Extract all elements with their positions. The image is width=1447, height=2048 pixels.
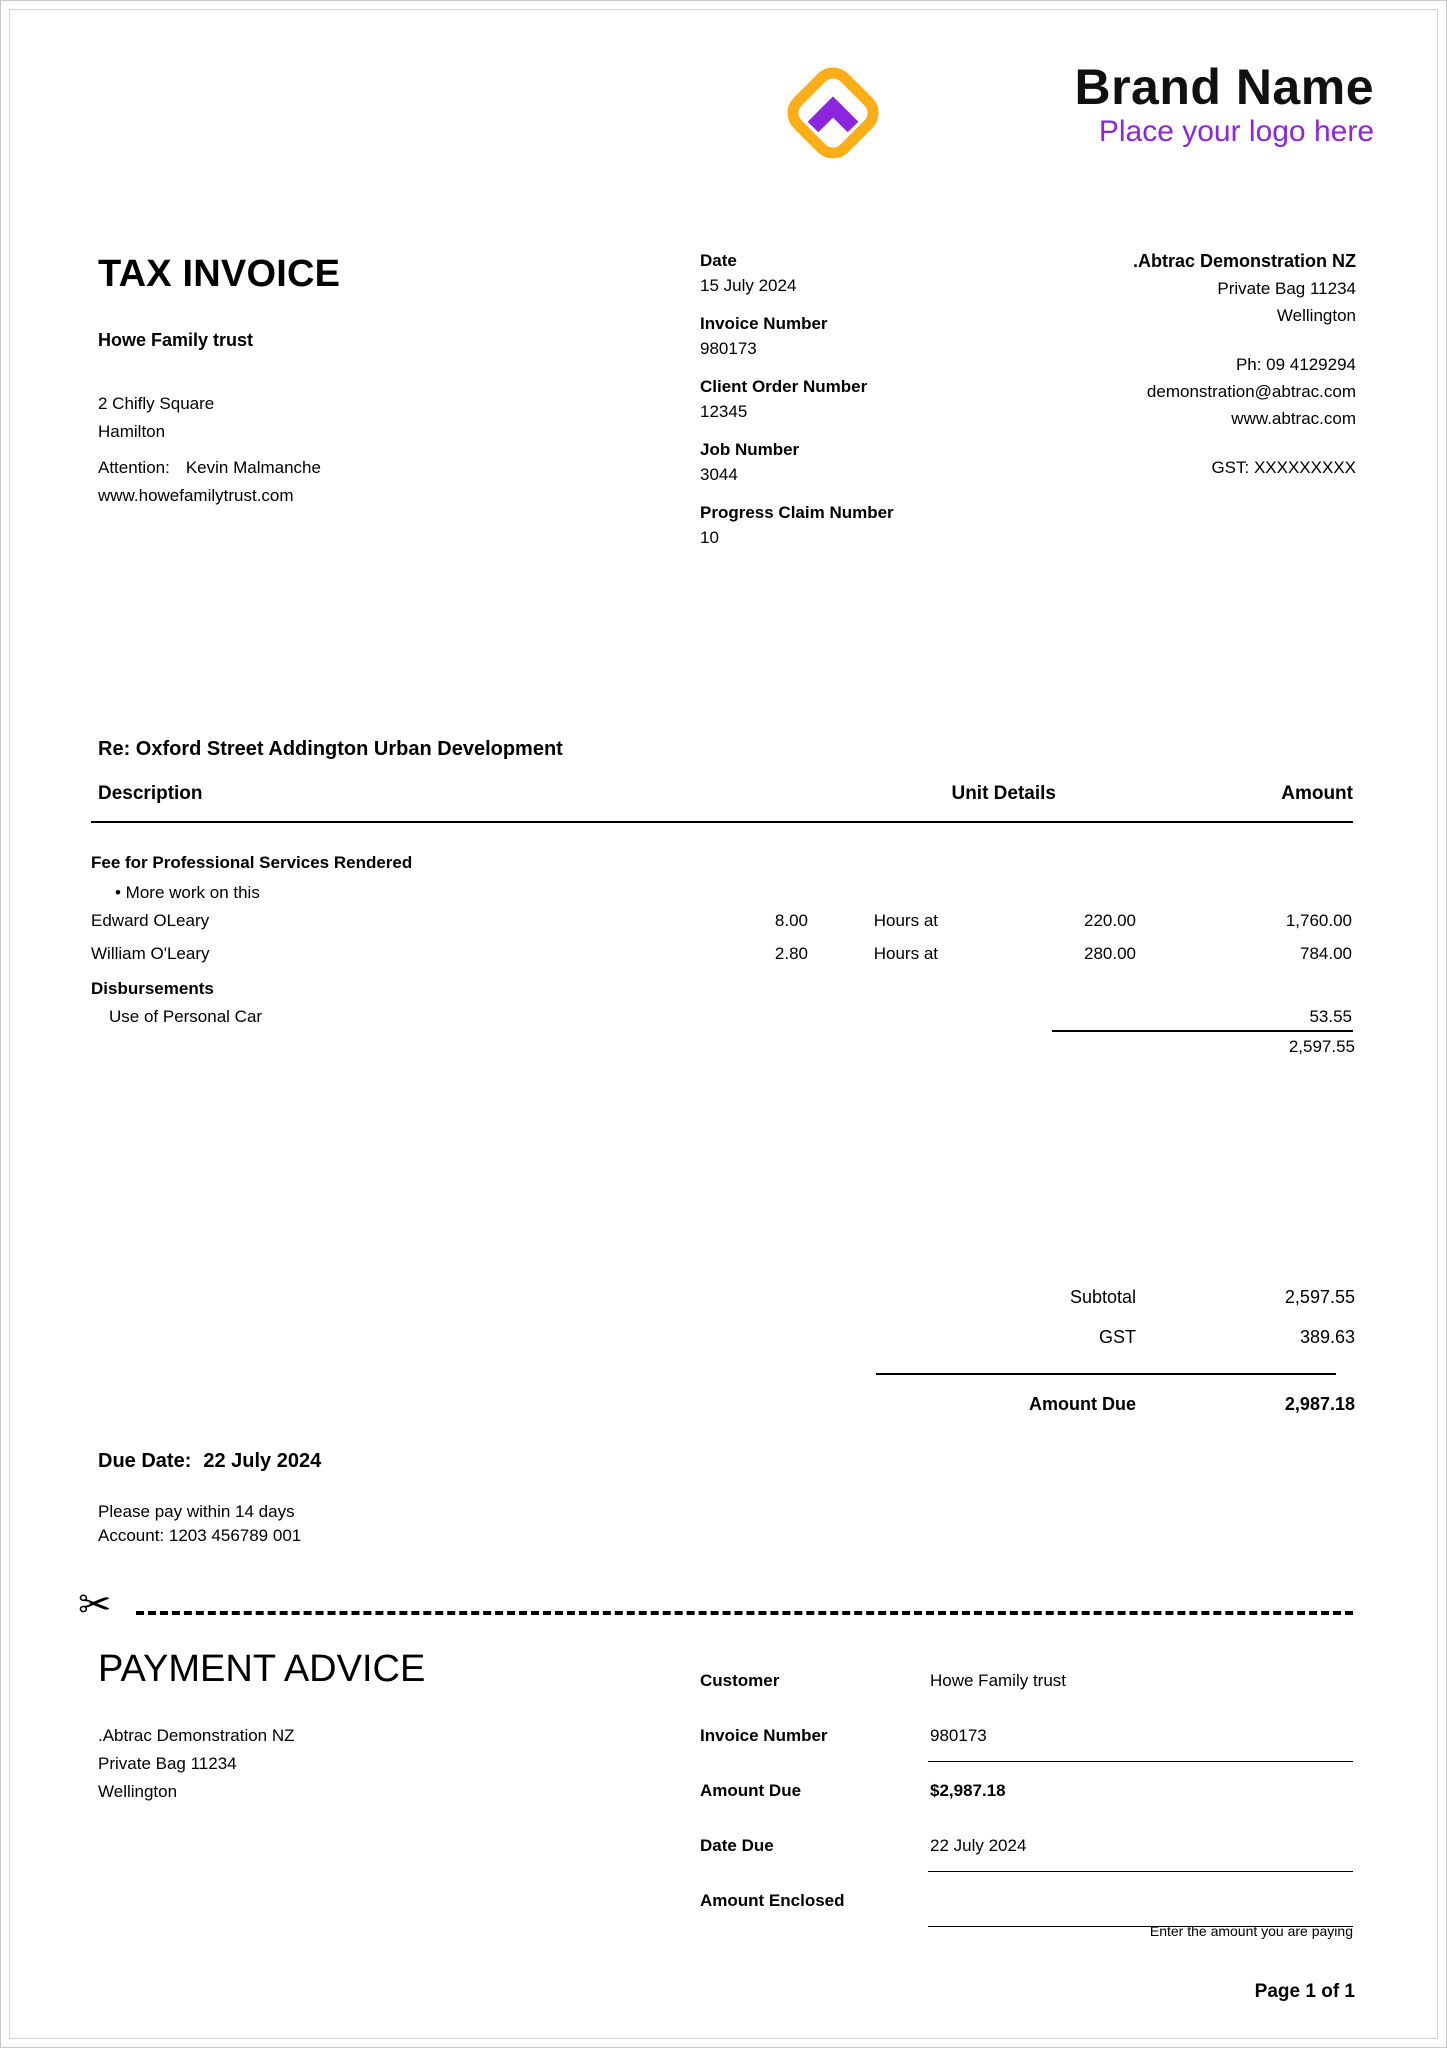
advice-field-invoice-number: [700, 1718, 1353, 1773]
due-date-label: Due Date:: [98, 1450, 192, 1472]
due-date: [98, 1450, 321, 1473]
payment-terms-line1: Please pay within 14 days: [98, 1502, 295, 1521]
cut-line: [78, 1583, 1353, 1633]
meta-value: 10: [700, 528, 719, 547]
spacer: [936, 329, 1356, 351]
project-reference: Re: Oxford Street Addington Urban Development: [98, 738, 563, 760]
page-number: Page 1 of 1: [1254, 1981, 1355, 2002]
amount-due-label: Amount Due: [1029, 1394, 1136, 1414]
column-header-description: Description: [98, 783, 203, 804]
spacer: [98, 446, 321, 454]
company-email: demonstration@abtrac.com: [1146, 382, 1356, 401]
item-unit: Hours at: [873, 911, 938, 930]
meta-label: Date: [700, 251, 737, 270]
totals-block: [876, 1287, 1356, 1414]
company-phone: Ph: 09 4129294: [1235, 355, 1356, 374]
advice-field-customer: [700, 1663, 1353, 1718]
line-items-body: [91, 848, 1353, 1035]
invoice-sheet: [9, 9, 1438, 2039]
remit-address-line2: Wellington: [98, 1782, 178, 1801]
spacer: [936, 432, 1356, 454]
brand-tagline: Place your logo here: [1098, 115, 1374, 148]
item-amount: 1,760.00: [1285, 911, 1352, 930]
column-header-unit-details: Unit Details: [951, 783, 1056, 804]
meta-value: 980173: [700, 339, 757, 358]
scissors-icon: ✂: [78, 1583, 112, 1627]
brand-logo: [780, 58, 1375, 168]
company-website: www.abtrac.com: [1231, 409, 1356, 428]
subtotal-label: Subtotal: [1069, 1287, 1136, 1307]
gst-label: GST: [1098, 1327, 1136, 1347]
field-underline: [928, 1871, 1353, 1872]
client-address-line1: 2 Chifly Square: [98, 394, 215, 413]
remit-company-name: .Abtrac Demonstration NZ: [98, 1726, 295, 1745]
item-description: William O'Leary: [91, 944, 210, 963]
advice-field-label: Customer: [700, 1671, 780, 1690]
page-title: TAX INVOICE: [98, 253, 341, 295]
company-address-line1: Private Bag 11234: [1217, 279, 1356, 298]
meta-label: Job Number: [700, 440, 800, 459]
meta-label: Progress Claim Number: [700, 503, 894, 522]
item-amount: 784.00: [1300, 944, 1352, 963]
company-gst-number: GST: XXXXXXXXX: [1211, 458, 1356, 477]
subtotal-value: 2,597.55: [1284, 1287, 1355, 1307]
payment-terms-line2: Account: 1203 456789 001: [98, 1526, 302, 1545]
client-name: Howe Family trust: [98, 330, 254, 350]
table-header-rule: [91, 821, 1353, 823]
item-amount: 53.55: [1309, 1007, 1352, 1026]
meta-value: 12345: [700, 402, 748, 421]
totals-row-amount-due: [876, 1394, 1356, 1434]
brand-logo-text: [904, 58, 1374, 150]
item-unit: Hours at: [873, 944, 938, 963]
company-details: [936, 248, 1356, 481]
advice-field-label: Amount Due: [700, 1781, 802, 1800]
diamond-logo-icon: [780, 60, 886, 166]
advice-field-date-due: [700, 1828, 1353, 1883]
section-total-amount: 2,597.55: [1288, 1037, 1355, 1056]
advice-field-amount-due: [700, 1773, 1353, 1828]
table-row: [91, 940, 1353, 973]
item-rate: 280.00: [1084, 944, 1136, 963]
totals-row-gst: [876, 1327, 1356, 1367]
client-website: www.howefamilytrust.com: [98, 486, 294, 505]
totals-row-subtotal: [876, 1287, 1356, 1327]
gst-value: 389.63: [1299, 1327, 1355, 1347]
payment-advice-title: PAYMENT ADVICE: [98, 1648, 426, 1690]
amount-due-value: 2,987.18: [1284, 1394, 1355, 1414]
payment-advice-fields: [700, 1663, 1353, 1938]
attention-label: Attention:: [98, 458, 170, 477]
meta-value: 15 July 2024: [700, 276, 797, 295]
disbursements-title: Disbursements: [91, 979, 214, 998]
field-underline: [928, 1761, 1353, 1762]
brand-name: Brand Name: [1074, 59, 1374, 115]
attention-name: Kevin Malmanche: [185, 458, 321, 477]
item-description: Use of Personal Car: [109, 1007, 263, 1026]
meta-item-progress-claim-number: [700, 500, 980, 551]
item-description: Edward OLeary: [91, 911, 210, 930]
due-date-value: 22 July 2024: [203, 1450, 322, 1472]
meta-value: 3044: [700, 465, 738, 484]
table-row: [91, 907, 1353, 940]
fee-group-title: Fee for Professional Services Rendered: [91, 853, 413, 872]
fee-group-note: • More work on this: [115, 883, 260, 902]
client-address-line2: Hamilton: [98, 422, 166, 441]
item-rate: 220.00: [1084, 911, 1136, 930]
advice-field-label: Amount Enclosed: [700, 1891, 845, 1910]
section-total-rule: [1052, 1030, 1353, 1032]
meta-label: Invoice Number: [700, 314, 828, 333]
item-quantity: 2.80: [774, 944, 808, 963]
column-header-amount: Amount: [1281, 783, 1353, 804]
advice-field-value: Howe Family trust: [930, 1671, 1067, 1690]
client-attention: [98, 454, 321, 482]
amount-enclosed-hint: Enter the amount you are paying: [1149, 1923, 1353, 1939]
meta-label: Client Order Number: [700, 377, 868, 396]
client-address-block: [98, 390, 321, 510]
advice-field-value: 980173: [930, 1726, 987, 1745]
payment-terms: [98, 1500, 301, 1548]
item-quantity: 8.00: [774, 911, 808, 930]
advice-field-label: Invoice Number: [700, 1726, 828, 1745]
advice-field-value: 22 July 2024: [930, 1836, 1027, 1855]
company-name: .Abtrac Demonstration NZ: [1132, 251, 1356, 271]
advice-field-value: $2,987.18: [930, 1781, 1006, 1800]
dashed-divider: [136, 1611, 1353, 1615]
remittance-address: [98, 1722, 295, 1806]
remit-address-line1: Private Bag 11234: [98, 1754, 237, 1773]
advice-field-label: Date Due: [700, 1836, 774, 1855]
line-items-table-header: [91, 783, 1353, 817]
company-address-line2: Wellington: [1276, 306, 1356, 325]
totals-rule: [876, 1373, 1336, 1375]
